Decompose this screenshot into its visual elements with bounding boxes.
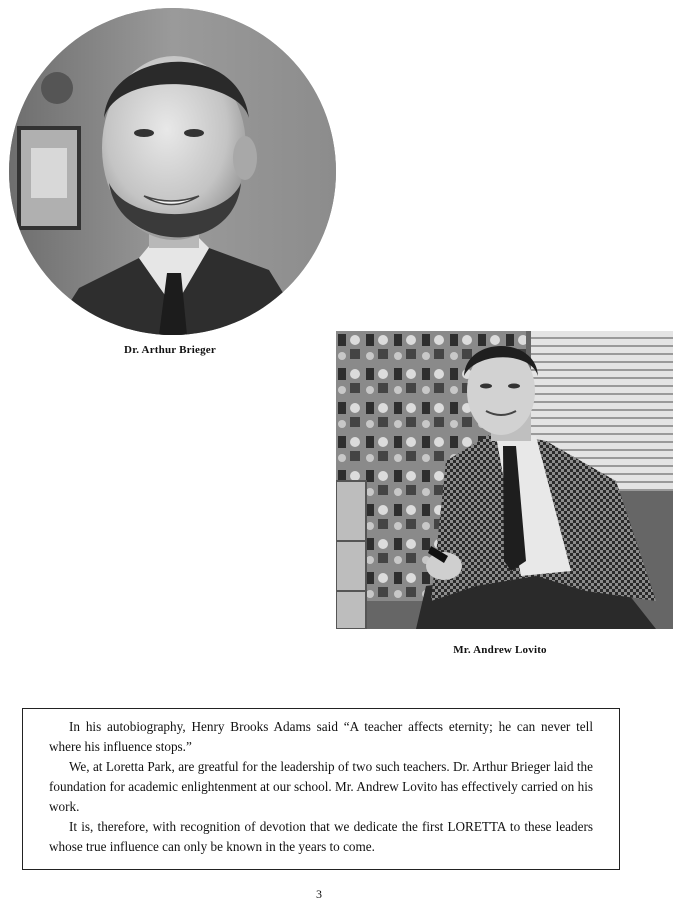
dedication-paragraph: It is, therefore, with recognition of devotion that we dedicate the first LORETTA to these leaders whose true influence can only be known in the years to come. xyxy=(49,819,593,854)
dedication-paragraph: We, at Loretta Park, are greatful for the leadership of two such teachers. Dr. Arthur Brieger laid the foundation for academic enlightenment at our school. Mr. Andrew Lovito has effectively carried on his work. xyxy=(49,759,593,814)
page-number: 3 xyxy=(316,887,322,901)
portrait-photo-lovito xyxy=(336,331,673,629)
portrait-photo-brieger xyxy=(9,8,336,335)
portrait-photo-icon xyxy=(9,8,336,335)
dedication-paragraph: In his autobiography, Henry Brooks Adams said “A teacher affects eternity; he can never tell where his influence stops.” xyxy=(49,719,593,754)
dedication-box xyxy=(22,708,620,870)
portrait-photo-icon xyxy=(336,331,673,629)
photo-caption-brieger: Dr. Arthur Brieger xyxy=(124,344,216,356)
photo-caption-lovito: Mr. Andrew Lovito xyxy=(453,644,547,656)
